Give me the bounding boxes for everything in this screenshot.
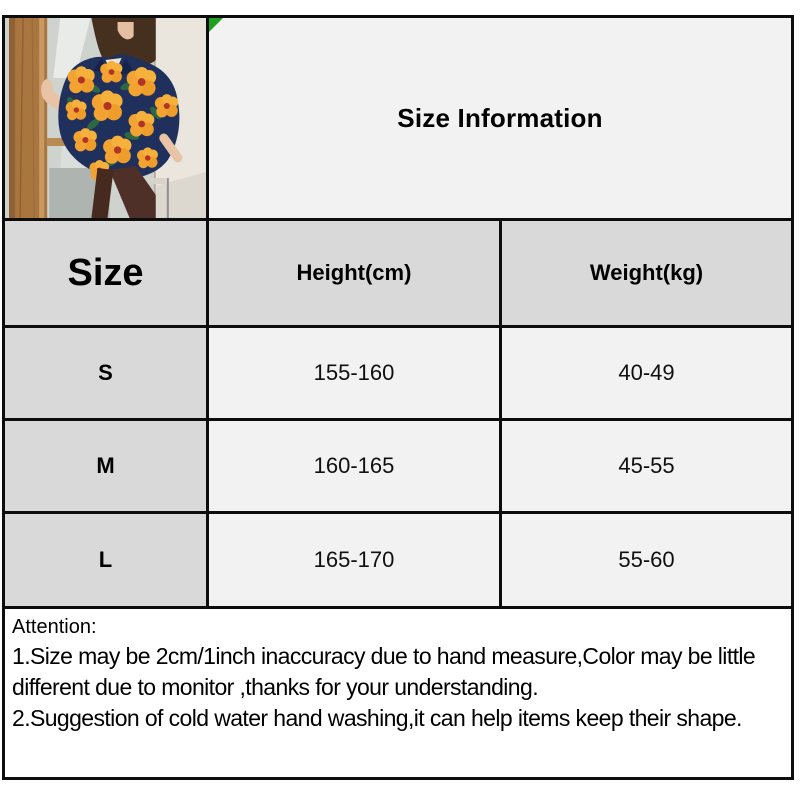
row-s-weight-value: 40-49: [502, 328, 791, 418]
attention-note-line: 1.Size may be 2cm/1inch inaccuracy due to hand measure,Color may be little: [12, 643, 756, 669]
attention-note-line: different due to monitor ,thanks for your understanding.: [12, 674, 538, 700]
row-s-height-value: 155-160: [209, 328, 499, 418]
title-cell: [209, 18, 791, 218]
attention-label: Attention:: [12, 616, 97, 638]
row-m-weight-value: 45-55: [502, 421, 791, 511]
row-s-size-label: S: [5, 328, 206, 418]
product-photo-illustration: [5, 18, 206, 218]
column-header-height: Height(cm): [209, 221, 499, 325]
column-header-size: Size: [5, 221, 206, 325]
row-l-height-value: 165-170: [209, 514, 499, 606]
row-m-height-value: 160-165: [209, 421, 499, 511]
row-m-size-label: M: [5, 421, 206, 511]
page-title: Size Information: [397, 102, 603, 133]
attention-note-line: 2.Suggestion of cold water hand washing,it can help items keep their shape.: [12, 705, 742, 731]
product-photo: [5, 18, 206, 218]
row-l-size-label: L: [5, 514, 206, 606]
size-information-table: [2, 15, 794, 780]
column-header-weight: Weight(kg): [502, 221, 791, 325]
row-l-weight-value: 55-60: [502, 514, 791, 606]
attention-box: [5, 609, 791, 777]
green-corner-marker-icon: [209, 18, 223, 32]
